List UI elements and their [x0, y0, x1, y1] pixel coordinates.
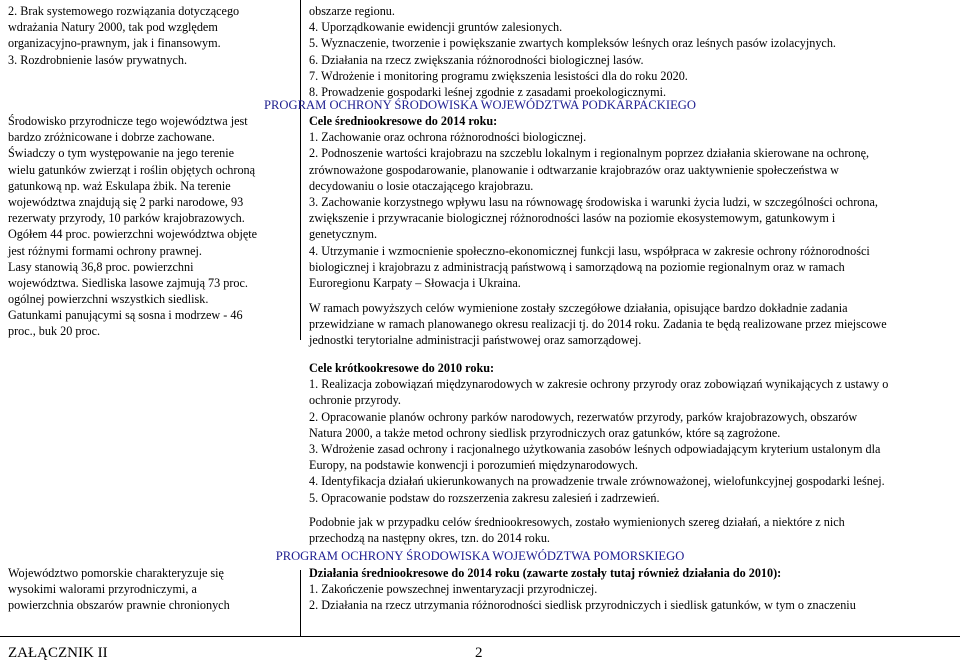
text-line: 3. Wdrożenie zasad ochrony i racjonalnego użytkowania zasobów leśnych odpowiadającym kryterium ustalonym dla — [309, 441, 881, 456]
pomorskie-right-text — [309, 565, 856, 614]
text-line: województwa znajdują się 2 parki narodowe, 93 — [8, 194, 244, 209]
short-term-title: Cele krótkookresowe do 2010 roku: — [309, 361, 495, 375]
text-line: proc., buk 20 proc. — [8, 324, 101, 339]
podkarpackie-closing — [309, 514, 845, 546]
text-line: bardzo zróżnicowane i dobrze zachowane. — [8, 130, 215, 145]
text-line: wysokimi walorami przyrodniczymi, a — [8, 582, 197, 597]
text-line: zrównoważone gospodarowanie, planowanie i odtwarzanie krajobrazów oraz uaktywnienie społeczeństwa w — [309, 162, 839, 177]
column-divider-bottom — [300, 570, 301, 636]
text-line: Podobnie jak w przypadku celów średniookresowych, zostało wymienionych szereg działań, a niektóre z nich — [309, 515, 845, 529]
text-line: Lasy stanowią 36,8 proc. powierzchni — [8, 259, 194, 274]
text-line: Europy, na podstawie konwencji i porozumień międzynarodowych. — [309, 458, 638, 473]
text-line: 5. Opracowanie podstaw do rozszerzenia zakresu zalesień i zadrzewień. — [309, 490, 660, 505]
text-line: Ogółem 44 proc. powierzchni województwa objęte — [8, 227, 258, 242]
text-line: ogólnej powierzchni wszystkich siedlisk. — [8, 292, 209, 307]
text-line: 3. Zachowanie korzystnego wpływu lasu na równowagę środowiska i warunki życia ludzi, w szczególności ochrona, — [309, 194, 878, 209]
podkarpackie-heading: PROGRAM OCHRONY ŚRODOWISKA WOJEWÓDZTWA PODKARPACKIEGO — [264, 98, 696, 112]
text-line: organizacyjno-prawnym, jak i finansowym. — [8, 36, 221, 51]
text-line: 2. Brak systemowego rozwiązania dotyczącego — [8, 4, 240, 18]
text-line: 2. Działania na rzecz utrzymania różnorodności siedlisk przyrodniczych i siedlisk gatunków, w tym o znaczeniu — [309, 598, 856, 613]
text-line: obszarze regionu. — [309, 4, 395, 18]
table-bottom-border — [0, 636, 960, 637]
text-line: 8. Prowadzenie gospodarki leśnej zgodnie z zasadami proekologicznymi. — [309, 84, 667, 99]
page-number: 2 — [475, 645, 483, 661]
text-line: 2. Podnoszenie wartości krajobrazu na szczeblu lokalnym i regionalnym poprzez działania skierowane na ochronę, — [309, 146, 870, 161]
text-line: 4. Utrzymanie i wzmocnienie społeczno-ekonomicznej funkcji lasu, współpraca w zakresie ochrony różnorodności — [309, 243, 870, 258]
text-line: 6. Działania na rzecz zwiększania różnorodności biologicznej lasów. — [309, 52, 644, 67]
text-line: wdrażania Natury 2000, tak pod względem — [8, 20, 218, 35]
pomorskie-left-text — [8, 565, 230, 614]
podkarpackie-left-text — [8, 113, 257, 340]
footer-label: ZAŁĄCZNIK II — [8, 645, 108, 661]
mid-term-actions-title: Działania średniookresowe do 2014 roku (zawarte zostały tutaj również działania do 2010): — [309, 566, 782, 580]
text-line: 3. Rozdrobnienie lasów prywatnych. — [8, 52, 188, 67]
text-line: jest różnymi formami ochrony prawnej. — [8, 243, 202, 258]
text-line: województwa. Siedliska lasowe zajmują 73 proc. — [8, 275, 248, 290]
text-line: jednostki terytorialne administracji państwowej oraz samorządowej. — [309, 333, 642, 348]
text-line: przechodzą na następny okres, tzn. do 2014 roku. — [309, 531, 550, 546]
pomorskie-heading: PROGRAM OCHRONY ŚRODOWISKA WOJEWÓDZTWA POMORSKIEGO — [275, 549, 685, 563]
long-term-title: Cele średniookresowe do 2014 roku: — [309, 114, 498, 128]
text-line: 7. Wdrożenie i monitoring programu zwiększenia lesistości dla do roku 2020. — [309, 68, 688, 83]
text-line: rezerwaty przyrody, 10 parków krajobrazowych. — [8, 211, 245, 226]
text-line: 1. Zachowanie oraz ochrona różnorodności biologicznej. — [309, 130, 587, 145]
text-line: Natura 2000, a także metod ochrony siedlisk przyrodniczych oraz gatunków, które są zagrożone. — [309, 425, 781, 440]
text-line: genetycznym. — [309, 227, 378, 242]
text-line: wielu gatunków zwierząt i roślin objętych ochroną — [8, 162, 256, 177]
text-line: Świadczy o tym występowanie na jego terenie — [8, 146, 235, 161]
text-line: decydowaniu o losie otaczającego krajobrazu. — [309, 178, 534, 193]
text-line: 1. Realizacja zobowiązań międzynarodowych w zakresie ochrony przyrody oraz zobowiązań wynikających z ustawy o — [309, 377, 889, 392]
text-line: 4. Uporządkowanie ewidencji gruntów zalesionych. — [309, 20, 563, 35]
text-line: 2. Opracowanie planów ochrony parków narodowych, rezerwatów przyrody, parków krajobrazowych, obszarów — [309, 409, 858, 424]
text-line: Województwo pomorskie charakteryzuje się — [8, 566, 224, 580]
text-line: zwiększenie i przywracanie biologicznej różnorodności lasów na poziomie ekosystemowym, gatunkowym i — [309, 211, 836, 226]
text-line: gatunkową np. waż Eskulapa żbik. Na terenie — [8, 178, 231, 193]
text-line: biologicznej i krajobrazu z administracją państwową i samorządową na poziomie regionalnym oraz w ramach — [309, 259, 845, 274]
podkarpackie-short-term-goals — [309, 360, 888, 506]
text-line: przewidziane w ramach planowanego okresu realizacji tj. do 2014 roku. Zadania te będą realizowane przez miejscowe — [309, 317, 887, 332]
text-line: 4. Identyfikacja działań ukierunkowanych na prowadzenie trwale zrównoważonej, wielofunkcyjnej gospodarki leśnej. — [309, 474, 885, 489]
section1-left-text — [8, 3, 239, 68]
text-line: Gatunkami panującymi są sosna i modrzew - 46 — [8, 308, 243, 323]
text-line: Środowisko przyrodnicze tego województwa jest — [8, 114, 248, 128]
section1-right-text — [309, 3, 836, 100]
text-line: 1. Zakończenie powszechnej inwentaryzacji przyrodniczej. — [309, 582, 598, 597]
text-line: W ramach powyższych celów wymienione zostały szczegółowe działania, opisujące bardzo dokładnie zadania — [309, 301, 848, 315]
podkarpackie-long-term-goals — [309, 113, 878, 291]
text-line: ochronie przyrody. — [309, 393, 401, 408]
column-divider-top — [300, 0, 301, 340]
text-line: powierzchnia obszarów prawnie chronionych — [8, 598, 230, 613]
text-line: Euroregionu Karpaty – Słowacja i Ukraina. — [309, 275, 521, 290]
text-line: 5. Wyznaczenie, tworzenie i powiększanie zwartych kompleksów leśnych oraz leśnych pasów izolacyjnych. — [309, 36, 836, 51]
podkarpackie-paragraph — [309, 300, 887, 349]
